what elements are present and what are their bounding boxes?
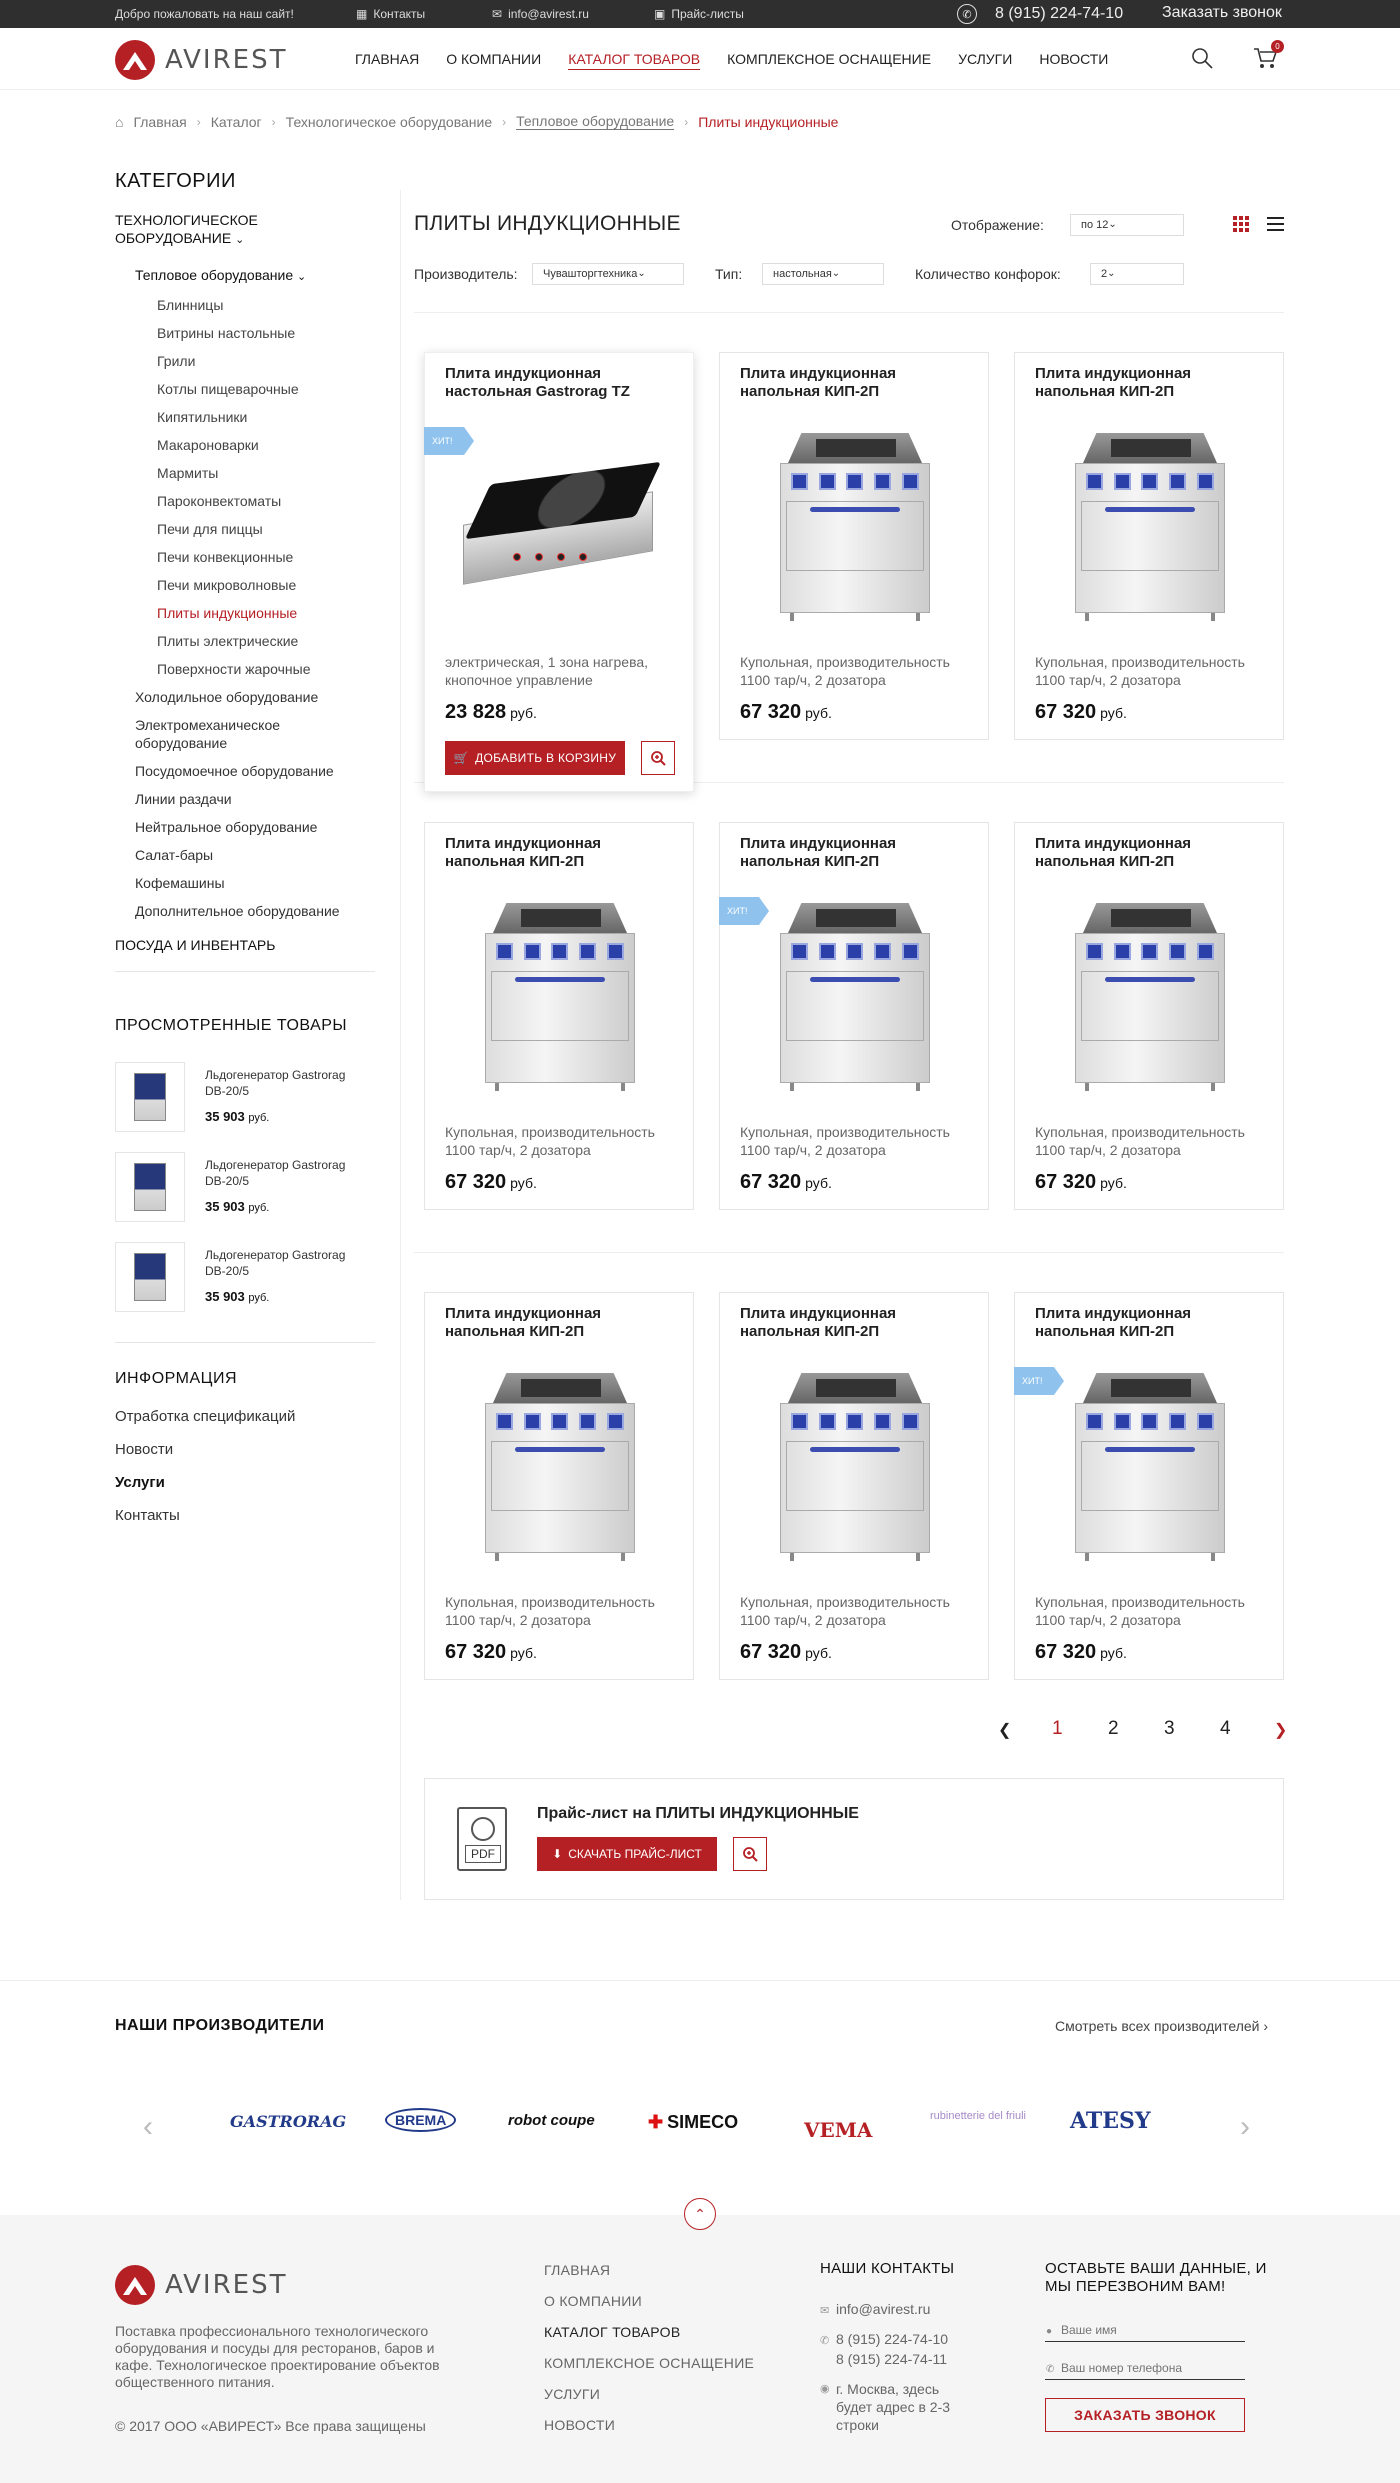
display-select-value: по 12 [1081, 219, 1109, 231]
next-page-icon[interactable]: ❯ [1274, 1722, 1288, 1739]
page-4[interactable]: 4 [1220, 1718, 1231, 1739]
chevron-right-icon: › [502, 114, 507, 129]
info-link-contacts[interactable]: Контакты [115, 1507, 180, 1524]
product-card[interactable] [424, 822, 694, 1210]
product-title[interactable]: Плита индукционная настольная Gastrorag TZ [445, 365, 630, 400]
viewed-item[interactable] [115, 1152, 375, 1222]
contacts-label: Контакты [373, 7, 426, 21]
product-image[interactable] [780, 1373, 930, 1563]
product-desc: электрическая, 1 зона нагрева, кнопочное управление [445, 654, 649, 688]
sidebar-item-tableware[interactable]: ПОСУДА И ИНВЕНТАРЬ [115, 937, 375, 972]
page-title: ПЛИТЫ ИНДУКЦИОННЫЕ [414, 212, 681, 235]
pagination [990, 1718, 1290, 1742]
product-image[interactable] [485, 903, 635, 1093]
viewed-name: Льдогенератор Gastrorag DB-20/5 [205, 1248, 346, 1278]
phone-icon: ✆ [820, 2335, 830, 2347]
product-price-value: 67 320 [740, 1641, 802, 1663]
product-title[interactable]: Плита индукционная напольная КИП-2П [740, 1305, 897, 1340]
footer-nav-catalog[interactable]: КАТАЛОГ ТОВАРОВ [544, 2324, 681, 2340]
product-price [1035, 1641, 1127, 1664]
logo-icon [115, 40, 155, 80]
simeco-cross-icon: ✚ [648, 2112, 664, 2132]
info-link-services[interactable]: Услуги [115, 1474, 165, 1491]
footer-about: Поставка профессионального технологического оборудования и посуды для ресторанов, баров и кафе. Технологическое проектирование объектов общественного питания. [115, 2323, 440, 2390]
viewed-price-value: 35 903 [205, 1199, 245, 1214]
callback-form-title: ОСТАВЬТЕ ВАШИ ДАННЫЕ, И МЫ ПЕРЕЗВОНИМ ВАМ! [1045, 2260, 1267, 2295]
chevron-down-icon: ⌄ [235, 234, 245, 246]
pdf-label: PDF [465, 1845, 501, 1863]
ice-maker-image [134, 1253, 166, 1301]
viewed-thumb [115, 1152, 185, 1222]
product-image[interactable] [453, 453, 663, 613]
product-desc: Купольная, производительность 1100 тар/ч, 2 дозатора [740, 1594, 950, 1628]
product-price-value: 67 320 [445, 1641, 507, 1663]
sidebar-subitem[interactable]: Макароноварки [157, 437, 259, 453]
product-card[interactable] [1014, 352, 1284, 740]
product-title[interactable]: Плита индукционная напольная КИП-2П [740, 835, 897, 870]
info-title: ИНФОРМАЦИЯ [115, 1370, 238, 1387]
add-to-cart-button[interactable] [445, 741, 625, 775]
sidebar-group[interactable]: Салат-бары [135, 847, 214, 863]
product-currency: руб. [510, 1175, 537, 1191]
divider [0, 1980, 1400, 1981]
product-title[interactable]: Плита индукционная напольная КИП-2П [1035, 365, 1192, 400]
pricelist-preview-button[interactable] [733, 1837, 767, 1871]
sidebar-group[interactable]: Кофемашины [135, 875, 225, 891]
product-title[interactable]: Плита индукционная напольная КИП-2П [1035, 1305, 1192, 1340]
ice-maker-image [134, 1073, 166, 1121]
product-currency: руб. [805, 1175, 832, 1191]
category-sidebar [115, 170, 375, 972]
prev-page-icon[interactable]: ❮ [998, 1722, 1012, 1739]
chevron-up-icon: ⌃ [694, 2205, 706, 2222]
footer-nav-equipment[interactable]: КОМПЛЕКСНОЕ ОСНАЩЕНИЕ [544, 2355, 755, 2371]
product-desc: Купольная, производительность 1100 тар/ч, 2 дозатора [740, 654, 950, 688]
breadcrumb-home[interactable]: Главная [133, 113, 187, 130]
phone-icon: ✆ [1046, 2364, 1055, 2375]
product-price-value: 67 320 [445, 1171, 507, 1193]
manufacturers-title: НАШИ ПРОИЗВОДИТЕЛИ [115, 2017, 325, 2034]
zoom-icon [742, 1846, 758, 1862]
brand-logo-gastrorag[interactable]: GASTRORAG [230, 2112, 347, 2131]
scroll-top-button[interactable] [684, 2198, 716, 2230]
nav-services[interactable]: УСЛУГИ [958, 51, 1013, 67]
ice-maker-image [134, 1163, 166, 1211]
viewed-name: Льдогенератор Gastrorag DB-20/5 [205, 1158, 346, 1188]
viewed-name: Льдогенератор Gastrorag DB-20/5 [205, 1068, 346, 1098]
viewed-item[interactable] [115, 1062, 375, 1132]
nav-news[interactable]: НОВОСТИ [1039, 51, 1109, 67]
sidebar-item-thermal[interactable] [135, 261, 375, 291]
mail-icon: ✉ [820, 2305, 830, 2317]
sidebar-subitem[interactable]: Плиты электрические [157, 633, 299, 649]
nav-equipment[interactable]: КОМПЛЕКСНОЕ ОСНАЩЕНИЕ [727, 51, 932, 67]
product-price-value: 67 320 [740, 701, 802, 723]
cart-button[interactable] [1252, 42, 1280, 70]
header [0, 28, 1400, 90]
email-label: info@avirest.ru [508, 7, 589, 21]
download-icon: ⬇ [552, 1847, 563, 1861]
product-currency: руб. [1100, 705, 1127, 721]
logo-text: AVIREST [165, 2270, 288, 2300]
display-select[interactable] [1070, 214, 1184, 236]
product-image[interactable] [1075, 903, 1225, 1093]
viewed-thumb [115, 1242, 185, 1312]
footer-nav-home[interactable]: ГЛАВНАЯ [544, 2262, 611, 2278]
footer-phones[interactable] [820, 2330, 948, 2368]
viewed-currency: руб. [248, 1292, 270, 1304]
user-icon: ● [1046, 2326, 1053, 2337]
product-price-value: 23 828 [445, 701, 507, 723]
footer-nav-services[interactable]: УСЛУГИ [544, 2386, 601, 2402]
product-title[interactable]: Плита индукционная напольная КИП-2П [445, 835, 602, 870]
nav-about[interactable]: О КОМПАНИИ [446, 51, 542, 67]
sidebar-subitem[interactable]: Котлы пищеварочные [157, 381, 299, 397]
sidebar-group[interactable]: Дополнительное оборудование [135, 903, 340, 919]
main-nav [355, 51, 1108, 70]
chevron-right-icon: › [271, 114, 276, 129]
nav-home[interactable]: ГЛАВНАЯ [355, 51, 420, 67]
product-desc: Купольная, производительность 1100 тар/ч, 2 дозатора [445, 1124, 655, 1158]
categories-title: КАТЕГОРИИ [115, 170, 236, 192]
page-1[interactable]: 1 [1052, 1718, 1063, 1739]
sidebar-subitem[interactable]: Мармиты [157, 465, 219, 481]
product-price [740, 1171, 832, 1194]
contacts-link[interactable] [356, 7, 425, 21]
chevron-down-icon: ⌄ [297, 271, 307, 283]
zoom-icon [650, 750, 666, 766]
product-card[interactable] [719, 1292, 989, 1680]
breadcrumb [115, 113, 838, 130]
chevron-right-icon: › [196, 114, 201, 129]
phone-link[interactable] [957, 4, 1123, 24]
product-image[interactable] [485, 1373, 635, 1563]
display-label: Отображение: [951, 217, 1044, 233]
sidebar-subitem[interactable]: Пароконвектоматы [157, 493, 282, 509]
sidebar-subitem[interactable]: Грили [157, 353, 196, 369]
divider [414, 1252, 1284, 1253]
sidebar-group[interactable]: Посудомоечное оборудование [135, 763, 334, 779]
chevron-right-icon: › [684, 114, 689, 129]
quick-view-button[interactable] [641, 741, 675, 775]
viewed-thumb [115, 1062, 185, 1132]
brand-logo-robot-coupe[interactable]: robot coupe [508, 2112, 595, 2129]
welcome-text: Добро пожаловать на наш сайт! [115, 7, 294, 21]
product-price [445, 701, 537, 724]
product-price-value: 67 320 [1035, 701, 1097, 723]
info-link-news[interactable]: Новости [115, 1441, 174, 1458]
divider [414, 312, 1284, 313]
maker-filter-select[interactable] [532, 263, 684, 285]
copyright: © 2017 ООО «АВИРЕСТ» Все права защищены [115, 2418, 426, 2434]
product-image[interactable] [1075, 433, 1225, 623]
brand-logo-simeco[interactable] [648, 2112, 738, 2133]
sidebar-subitem[interactable]: Поверхности жарочные [157, 661, 311, 677]
type-filter-select[interactable] [762, 263, 884, 285]
viewed-price [205, 1199, 269, 1214]
maker-filter-value: Чувашторгтехника [543, 268, 638, 280]
footer-email[interactable] [820, 2300, 930, 2320]
pricelist-title: Прайс-лист на ПЛИТЫ ИНДУКЦИОННЫЕ [537, 1805, 859, 1822]
viewed-currency: руб. [248, 1112, 270, 1124]
product-desc: Купольная, производительность 1100 тар/ч, 2 дозатора [1035, 654, 1245, 688]
product-price-value: 67 320 [1035, 1641, 1097, 1663]
footer-phone-2: 8 (915) 224-74-11 [836, 2351, 948, 2367]
product-card[interactable] [719, 352, 989, 740]
top-bar [0, 0, 1400, 28]
phone-icon: ✆ [957, 4, 977, 24]
hit-badge: ХИТ! [1014, 1367, 1054, 1395]
search-icon[interactable] [1190, 46, 1214, 70]
callback-link[interactable]: Заказать звонок [1162, 4, 1282, 21]
list-view-icon[interactable] [1267, 217, 1284, 231]
email-link[interactable] [492, 7, 589, 21]
product-price-value: 67 320 [740, 1171, 802, 1193]
brand-label: SIMECO [667, 2112, 739, 2132]
burners-filter-select[interactable] [1090, 263, 1184, 285]
footer-nav-news[interactable]: НОВОСТИ [544, 2417, 616, 2433]
logo[interactable] [115, 40, 287, 80]
product-card[interactable] [1014, 1292, 1284, 1680]
sidebar-group[interactable]: Линии раздачи [135, 791, 232, 807]
breadcrumb-catalog[interactable]: Каталог [210, 113, 262, 130]
cart-count-badge: 0 [1271, 40, 1284, 53]
carousel-prev-icon[interactable]: ‹ [143, 2110, 153, 2143]
viewed-title: ПРОСМОТРЕННЫЕ ТОВАРЫ [115, 1017, 348, 1034]
pdf-icon [457, 1807, 507, 1871]
hit-badge: ХИТ! [719, 897, 759, 925]
breadcrumb-current: Плиты индукционные [698, 113, 839, 130]
sidebar-subitem[interactable]: Блинницы [157, 297, 224, 313]
product-title[interactable]: Плита индукционная напольная КИП-2П [1035, 835, 1192, 870]
product-currency: руб. [510, 705, 537, 721]
location-pin-icon: ◉ [820, 2383, 830, 2395]
mail-icon: ✉ [492, 7, 503, 21]
product-currency: руб. [1100, 1645, 1127, 1661]
viewed-price [205, 1109, 269, 1124]
sidebar-group[interactable]: Электромеханическое оборудование [135, 717, 281, 751]
sidebar-item-label: Тепловое оборудование [135, 267, 294, 283]
carousel-next-icon[interactable]: › [1240, 2110, 1250, 2143]
page-2[interactable]: 2 [1108, 1718, 1119, 1739]
pricelists-link[interactable] [654, 7, 744, 21]
breadcrumb-tech[interactable]: Технологическое оборудование [285, 113, 493, 130]
product-price [1035, 1171, 1127, 1194]
download-pricelist-label: СКАЧАТЬ ПРАЙС-ЛИСТ [568, 1847, 702, 1861]
contacts-title: НАШИ КОНТАКТЫ [820, 2260, 955, 2277]
burners-filter-label: Количество конфорок: [915, 266, 1061, 282]
footer-nav-about[interactable]: О КОМПАНИИ [544, 2293, 642, 2309]
viewed-price-value: 35 903 [205, 1109, 245, 1124]
viewed-currency: руб. [248, 1202, 270, 1214]
sidebar-group[interactable]: Нейтральное оборудование [135, 819, 318, 835]
sidebar-divider [400, 190, 401, 1900]
product-price [445, 1171, 537, 1194]
sidebar-subitem[interactable]: Печи конвекционные [157, 549, 294, 565]
product-image[interactable] [780, 433, 930, 623]
viewed-price-value: 35 903 [205, 1289, 245, 1304]
grid-view-icon[interactable] [1233, 216, 1249, 232]
viewed-item[interactable] [115, 1242, 375, 1312]
logo-icon [115, 2265, 155, 2305]
sidebar-subitem[interactable]: Витрины настольные [157, 325, 296, 341]
brand-logo-rubinetterie[interactable]: rubinetterie del friuli [930, 2110, 1026, 2122]
page-3[interactable]: 3 [1164, 1718, 1175, 1739]
brand-logo-atesy[interactable]: ATESY [1070, 2108, 1151, 2134]
footer-logo[interactable] [115, 2265, 287, 2305]
map-icon: ▦ [356, 7, 368, 21]
phone-label: 8 (915) 224-74-10 [995, 5, 1124, 22]
footer-address [820, 2380, 970, 2434]
info-link-specs[interactable]: Отработка спецификаций [115, 1408, 296, 1425]
phone-input[interactable] [1045, 2356, 1245, 2380]
product-price-value: 67 320 [1035, 1171, 1097, 1193]
document-icon: ▣ [654, 7, 666, 21]
product-card[interactable] [424, 352, 694, 792]
breadcrumb-thermal[interactable]: Тепловое оборудование [516, 113, 675, 129]
sidebar-subitem-active[interactable]: Плиты индукционные [157, 605, 298, 621]
name-input[interactable] [1045, 2318, 1245, 2342]
product-currency: руб. [510, 1645, 537, 1661]
product-price [740, 1641, 832, 1664]
all-manufacturers-link[interactable] [1055, 2018, 1268, 2034]
sidebar-subitem[interactable]: Кипятильники [157, 409, 248, 425]
home-icon: ⌂ [115, 113, 124, 130]
product-title[interactable]: Плита индукционная напольная КИП-2П [445, 1305, 602, 1340]
product-desc: Купольная, производительность 1100 тар/ч, 2 дозатора [1035, 1124, 1245, 1158]
product-desc: Купольная, производительность 1100 тар/ч, 2 дозатора [740, 1124, 950, 1158]
product-title[interactable]: Плита индукционная напольная КИП-2П [740, 365, 897, 400]
product-price [740, 701, 832, 724]
chevron-right-icon: › [1263, 2018, 1269, 2034]
burners-filter-value: 2 [1101, 268, 1108, 280]
cart-icon: 🛒 [453, 751, 470, 765]
download-pricelist-button[interactable] [537, 1837, 717, 1871]
product-currency: руб. [1100, 1175, 1127, 1191]
nav-catalog[interactable]: КАТАЛОГ ТОВАРОВ [568, 51, 700, 70]
footer-address-label: г. Москва, здесь будет адрес в 2-3 строки [836, 2381, 951, 2433]
sidebar-item-label: ТЕХНОЛОГИЧЕСКОЕ ОБОРУДОВАНИЕ [115, 212, 258, 246]
maker-filter-label: Производитель: [414, 266, 518, 282]
product-price [445, 1641, 537, 1664]
product-card[interactable] [1014, 822, 1284, 1210]
product-price [1035, 701, 1127, 724]
product-image[interactable] [1075, 1373, 1225, 1563]
pricelist-box [424, 1778, 1284, 1900]
add-to-cart-label: ДОБАВИТЬ В КОРЗИНУ [475, 751, 617, 765]
product-card[interactable] [424, 1292, 694, 1680]
sidebar-subitem[interactable]: Печи для пиццы [157, 521, 263, 537]
footer-phone-1: 8 (915) 224-74-10 [836, 2331, 949, 2347]
product-image[interactable] [780, 903, 930, 1093]
product-desc: Купольная, производительность 1100 тар/ч, 2 дозатора [445, 1594, 655, 1628]
sidebar-item-tech[interactable] [115, 211, 295, 249]
footer-email-label: info@avirest.ru [836, 2301, 931, 2317]
type-filter-value: настольная [773, 268, 832, 280]
type-filter-label: Тип: [715, 266, 743, 282]
product-currency: руб. [805, 705, 832, 721]
sidebar-subitem[interactable]: Печи микроволновые [157, 577, 297, 593]
divider [115, 1342, 375, 1343]
all-manufacturers-label: Смотреть всех производителей [1055, 2018, 1260, 2034]
brand-logo-brema[interactable]: BREMA [385, 2108, 456, 2132]
product-card[interactable] [719, 822, 989, 1210]
product-currency: руб. [805, 1645, 832, 1661]
hit-badge: ХИТ! [424, 427, 464, 455]
brand-logo-vema[interactable]: VEMA [804, 2118, 873, 2142]
pricelists-label: Прайс-листы [671, 7, 744, 21]
logo-text: AVIREST [165, 45, 288, 75]
order-call-button[interactable]: ЗАКАЗАТЬ ЗВОНОК [1045, 2398, 1245, 2432]
product-desc: Купольная, производительность 1100 тар/ч, 2 дозатора [1035, 1594, 1245, 1628]
viewed-price [205, 1289, 269, 1304]
sidebar-group[interactable]: Холодильное оборудование [135, 689, 319, 705]
